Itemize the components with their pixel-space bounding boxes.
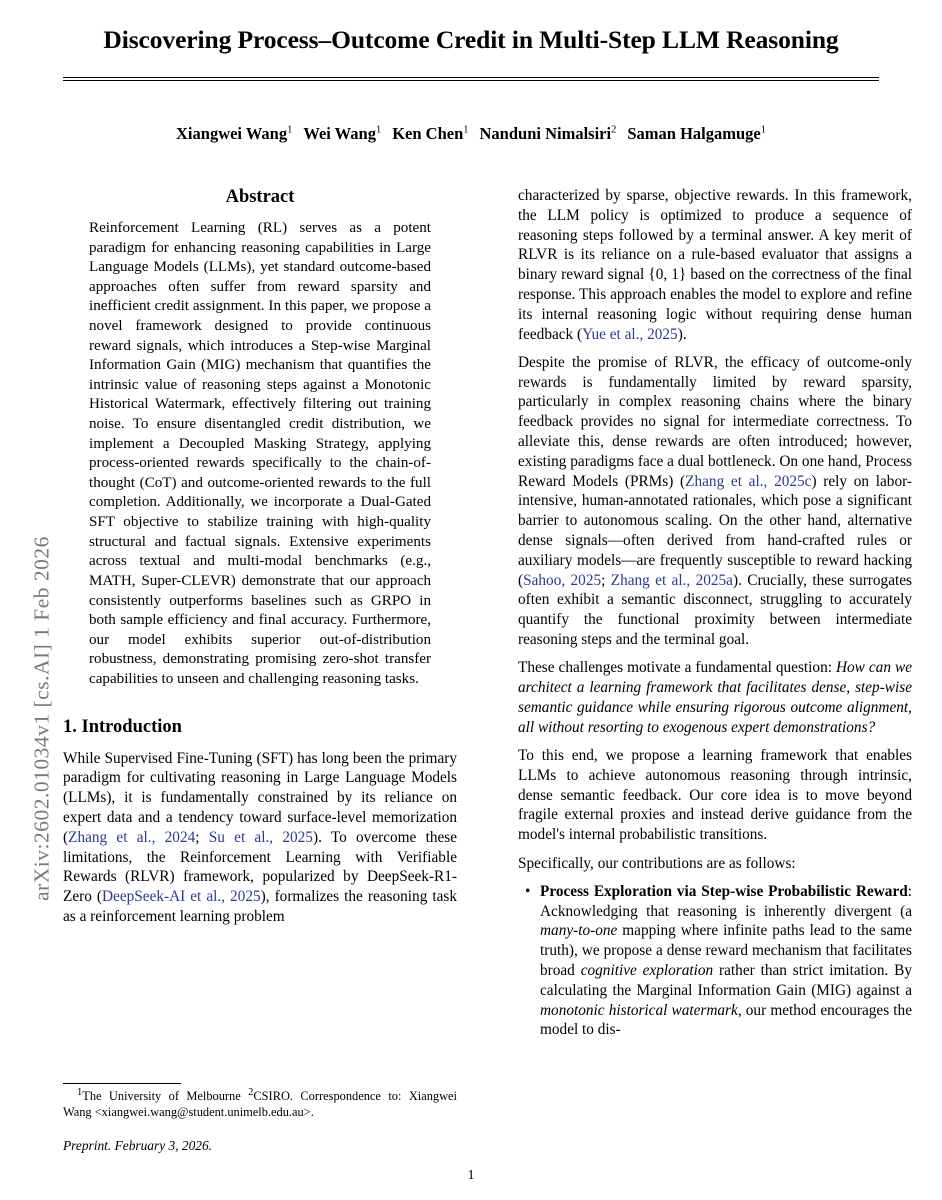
author-name: Wei Wang [303,124,376,143]
footnote-divider [63,1083,181,1084]
text-run: While Supervised Fine-Tuning (SFT) has long been the primary paradigm for cultivating reasoning in Large Language Models (LLMs), it is fundamentally constrained by its reliance on expert data and a tendency toward surface-level memorization ( [63,749,457,846]
author-1 [176,124,292,143]
right-paragraph-1 [518,186,912,344]
affiliation-1: The University of Melbourne [82,1089,249,1103]
author-affiliation-mark: 1 [375,124,382,136]
author-affiliation-mark: 1 [463,124,469,136]
abstract-heading: Abstract [225,187,295,207]
author-affiliation-mark: 1 [760,124,766,136]
author-3 [392,124,468,143]
page-number: 1 [467,1168,475,1183]
author-name: Saman Halgamuge [627,124,761,143]
citation-link[interactable]: Zhang et al., 2025a [610,571,733,589]
right-paragraph-3-research-question [518,658,912,737]
text-run: ). Crucially, these surrogates often exhibit a semantic disconnect, struggling to accurately quantify the functional proximity between intermediate reasoning steps and the terminal goal. [518,571,912,649]
right-paragraph-4: To this end, we propose a learning framework that enables LLMs to achieve autonomous reasoning through intrinsic, dense semantic feedback. Our core idea is to move beyond fragile external proxies and instead derive guidance from the model's internal probabilistic transitions. [518,747,912,844]
list-item [540,882,912,1040]
section-heading-introduction: 1. Introduction [63,716,182,737]
text-run: rather than strict imitation. By calculating the Marginal Information Gain (MIG) against a [540,961,913,999]
text-run: characterized by sparse, objective rewards. In this framework, the LLM policy is optimized to produce a sequence of reasoning steps followed by a terminal answer. A key merit of RLVR is its reliance on a rule-based evaluator that assigns a binary reward signal {0, 1} based on the correctness of the final response. This approach enables the model to explore and refine its internal reasoning logic without requiring dense human feedback ( [518,187,912,343]
emphasis-text: cognitive exploration [580,961,714,979]
author-affiliation-mark: 1 [287,124,293,136]
footnote-text [63,1086,457,1121]
citation-link[interactable]: Yue et al., 2025 [582,325,678,343]
text-run: ; [195,828,209,846]
citation-link[interactable]: Zhang et al., 2024 [68,828,196,846]
text-run: These challenges motivate a fundamental question: [518,659,836,677]
title-divider [63,77,879,81]
arxiv-stamp: arXiv:2602.01034v1 [cs.AI] 1 Feb 2026 [29,536,54,901]
preprint-line: Preprint. February 3, 2026. [63,1137,213,1153]
right-paragraph-2 [518,353,912,650]
emphasis-text: many-to-one [540,922,618,940]
introduction-paragraph-1 [63,749,457,927]
author-affiliation-mark: 2 [611,124,617,136]
citation-link[interactable]: Sahoo, 2025 [523,571,602,589]
text-run: mapping where infinite paths lead to the same truth), we propose a dense reward mechanism that facilitates broad [540,922,912,979]
author-2 [303,124,381,143]
text-run: : Acknowledging that reasoning is inherently divergent (a [540,882,912,920]
author-name: Xiangwei Wang [176,124,288,143]
author-5 [627,124,766,143]
author-name: Ken Chen [392,124,464,143]
footnote-block [63,1083,457,1167]
affiliation-2: CSIRO. Correspondence to: Xiangwei Wang <xiangwei.wang@student.unimelb.edu.au>. [63,1089,457,1119]
right-paragraph-5: Specifically, our contributions are as follows: [518,854,796,872]
footnote-mark-2: 2 [248,1086,254,1098]
citation-link[interactable]: Zhang et al., 2025c [685,472,812,490]
author-list [63,124,879,144]
abstract-body: Reinforcement Learning (RL) serves as a potent paradigm for enhancing reasoning capabilities in Large Language Models (LLMs), yet standard outcome-based approaches often suffer from reward sparsity and inefficient credit assignment. In this paper, we propose a novel framework designed to provide continuous reward signals, which introduces a Step-wise Marginal Information Gain (MIG) mechanism that quantifies the intrinsic value of reasoning steps against a Monotonic Historical Watermark, effectively filtering out training noise. To ensure disentangled credit distribution, we implement a Decoupled Masking Strategy, applying process-oriented rewards specifically to the chain-of-thought (CoT) and outcome-oriented rewards to the full completion. Additionally, we incorporate a Dual-Gated SFT objective to stabilize training with high-quality structural and factual signals. Extensive experiments across textual and multi-modal benchmarks (e.g., MATH, Super-CLEVR) demonstrate that our approach consistently outperforms baselines such as GRPO in both sample efficiency and final accuracy. Furthermore, our model exhibits superior out-of-distribution robustness, demonstrating promising zero-shot transfer capabilities to unseen and challenging reasoning tasks. [89,219,431,687]
author-name: Nanduni Nimalsiri [479,124,612,143]
text-run: ) rely on labor-intensive, human-annotated rationales, which pose a significant barrier to autonomous scaling. On the other hand, alternative dense signals—often derived from hand-crafted rules or auxiliary models—are frequently susceptible to reward hacking ( [518,472,912,589]
contributions-list [518,882,912,1040]
left-column [63,186,457,935]
page-title: Discovering Process–Outcome Credit in Multi-Step LLM Reasoning [103,25,839,54]
text-run: Despite the promise of RLVR, the efficacy of outcome-only rewards is fundamentally limited by reward sparsity, particularly in complex reasoning chains where the binary feedback provides no signal for intermediate correctness. To alleviate this, dense rewards are often introduced; however, existing paradigms face a dual bottleneck. On one hand, Process Reward Models (PRMs) ( [518,353,912,490]
citation-link[interactable]: DeepSeek-AI et al., 2025 [102,888,261,906]
footnote-mark-1: 1 [77,1086,83,1098]
text-run: ). [677,325,687,343]
research-question-italic: How can we architect a learning framework that facilitates dense, step-wise semantic guidance while ensuring rigorous outcome alignment, all without resorting to exogenous expert demonstrations? [518,659,912,736]
text-run: ; [601,571,611,589]
right-column [518,186,912,1048]
title-block [63,24,879,81]
contribution-title: Process Exploration via Step-wise Probabilistic Reward [540,882,908,900]
text-run: ). To overcome these limitations, the Reinforcement Learning with Verifiable Rewards (RLVR) framework, popularized by DeepSeek-R1-Zero ( [63,828,458,906]
text-run: , our method encourages the model to dis- [540,1001,912,1039]
text-run: ), formalizes the reasoning task as a reinforcement learning problem [63,888,457,925]
emphasis-text: monotonic historical watermark [540,1001,738,1019]
author-4 [480,124,617,143]
citation-link[interactable]: Su et al., 2025 [208,828,313,846]
